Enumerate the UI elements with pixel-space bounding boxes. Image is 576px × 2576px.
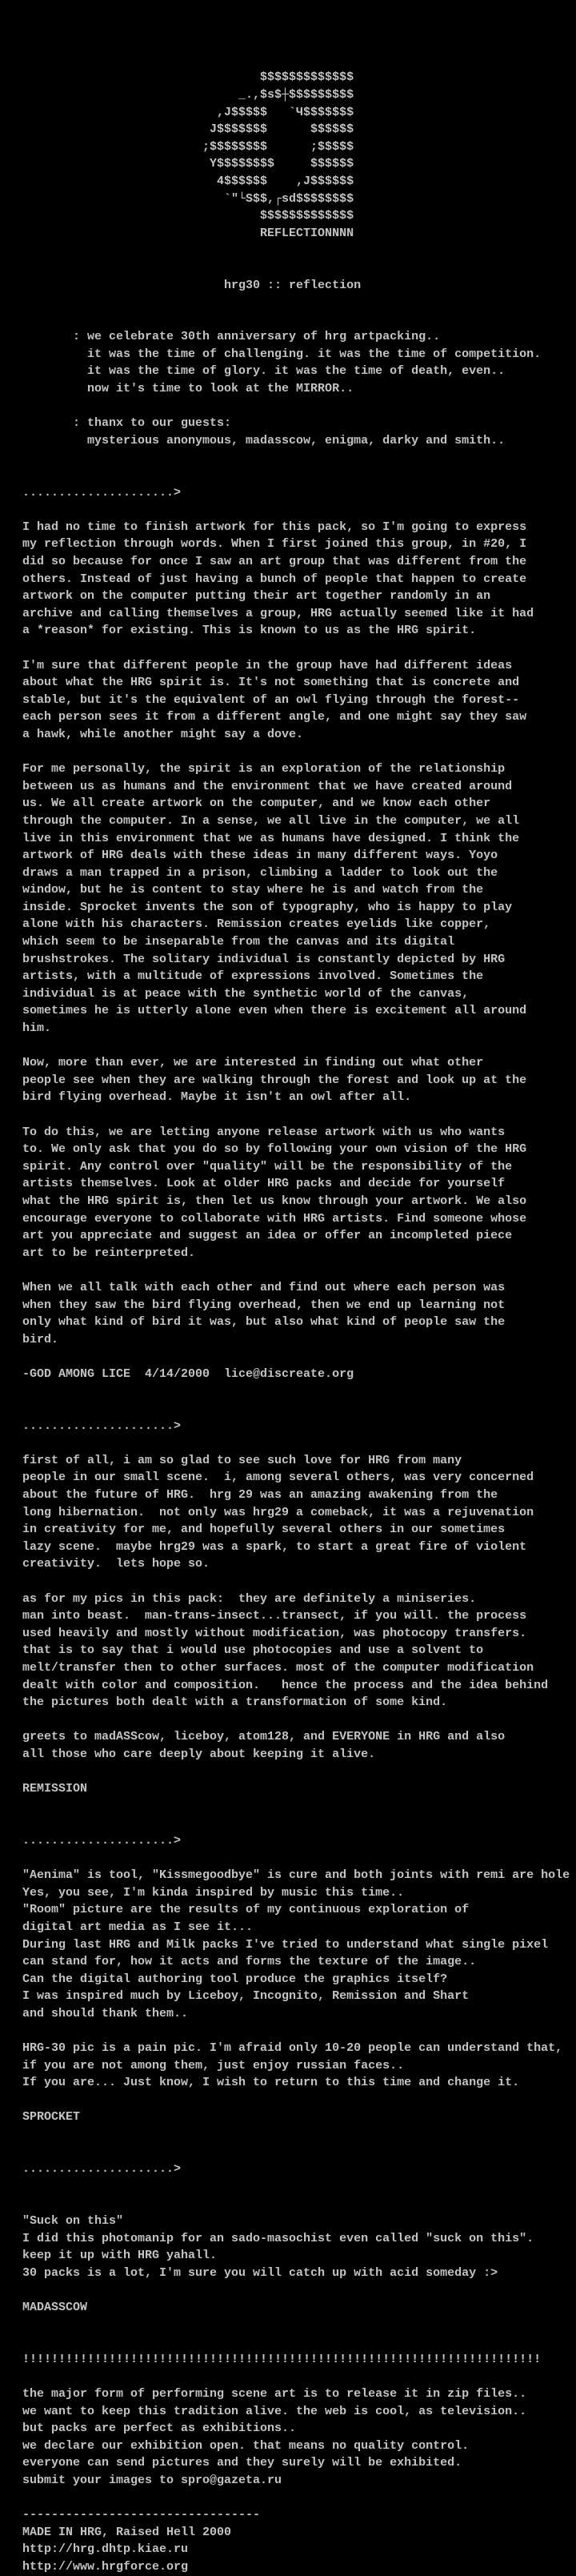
sprocket-essay-line: HRG-30 pic is a pain pic. I'm afraid only 10-20 people can understand that,: [22, 2041, 563, 2056]
blank-line: [22, 2281, 570, 2299]
blank-line: [22, 1348, 570, 1366]
blank-line: [22, 449, 570, 467]
blank-line: [22, 259, 570, 277]
lice-essay-line: to. We only ask that you do so by following your own vision of the HRG: [22, 1142, 527, 1157]
blank-line: [22, 2144, 570, 2161]
sprocket-essay-line: "Aenima" is tool, "Kissmegoodbye" is cure and both joints with remi are hole: [22, 1868, 570, 1883]
spacer: [22, 1850, 570, 1868]
lice-essay-line: artwork on the computer putting their art together randomly in an: [22, 589, 491, 604]
lice-essay: [22, 519, 570, 1349]
lice-essay-line: When we all talk with each other and find out where each person was: [22, 1280, 506, 1294]
blank-line: [22, 2178, 570, 2196]
ascii-art-line: ;$$$$$$$$ ;$$$$$: [22, 139, 354, 154]
lice-essay-line: bird.: [22, 1332, 59, 1346]
remission-essay-line: man into beast. man-trans-insect...transect, if you will. the process: [22, 1609, 527, 1623]
lice-essay-line: sometimes he is utterly alone even when there is excitement all around: [22, 1004, 527, 1018]
blank-line: [22, 1383, 570, 1401]
remission-essay-line: the pictures both dealt with a transformation of some kind.: [22, 1695, 448, 1710]
lice-essay-line: alone with his characters. Remission creates eyelids like copper,: [22, 917, 491, 932]
blank-line: [22, 398, 570, 415]
lice-essay-line: through the computer. In a sense, we all live in the computer, we all: [22, 813, 520, 828]
remission-signature: [22, 1780, 570, 1798]
intro-notes-line: mysterious anonymous, madasscow, enigma, darky and smith..: [22, 433, 506, 447]
lice-essay-line: artwork of HRG deals with these ideas in many different ways. Yoyo: [22, 849, 498, 863]
lice-essay-line: him.: [22, 1021, 52, 1036]
remission-essay: [22, 1452, 570, 1763]
footer-manifesto-line: we want to keep this tradition alive. the web is cool, as television..: [22, 2404, 527, 2418]
lice-essay-line: between us as humans and the environment that we have created around: [22, 779, 513, 793]
blank-line: [22, 1711, 570, 1729]
footer-manifesto-line: submit your images to spro@gazeta.ru: [22, 2473, 282, 2487]
lice-essay-line: each person sees it from a different angle, and one might say they saw: [22, 710, 527, 724]
lice-essay-line: only what kind of bird it was, but also what kind of people saw the: [22, 1315, 506, 1330]
lice-essay-line: artists themselves. Look at older HRG packs and decide for yourself: [22, 1177, 506, 1191]
ascii-art-line: `"└S$$,┌sd$$$$$$$$: [22, 191, 354, 206]
remission-essay-line: used heavily and mostly without modification, was photocopy transfers.: [22, 1626, 527, 1640]
separator-line: .....................>: [22, 485, 182, 500]
lice-essay-line: window, but he is content to stay where he is and watch from the: [22, 883, 484, 897]
lice-essay-line: artists, with a multitude of expressions involved. Sometimes the: [22, 969, 484, 984]
separator-line: .....................>: [22, 2162, 182, 2177]
blank-line: [22, 1850, 570, 1868]
lice-signature-line: -GOD AMONG LICE 4/14/2000 lice@discreate.org: [22, 1366, 354, 1381]
lice-essay-line: art you appreciate and suggest an idea or offer an incompleted piece: [22, 1229, 513, 1243]
blank-line: [22, 34, 570, 52]
remission-essay-line: greets to madASScow, liceboy, atom128, and EVERYONE in HRG and also: [22, 1730, 506, 1744]
blank-line: [22, 1573, 570, 1591]
madasscow-essay-line: "Suck on this": [22, 2214, 124, 2228]
lice-essay-line: a hawk, while another might say a dove.: [22, 727, 304, 741]
blank-line: [22, 2368, 570, 2385]
ascii-art-line: 4$$$$$$ ,J$$$$$$: [22, 174, 354, 188]
footer-credits-line: http://www.hrgforce.org: [22, 2559, 189, 2574]
art-caption: [22, 225, 570, 243]
sprocket-essay-line: digital art media as I see it...: [22, 1920, 254, 1934]
remission-essay-line: creativity. lets hope so.: [22, 1557, 210, 1571]
ascii-art-line: Y$$$$$$$$ $$$$$$: [22, 157, 354, 171]
art-caption-line: REFLECTIONNNN: [22, 226, 354, 240]
blank-line: [22, 2333, 570, 2351]
blank-line: [22, 1037, 570, 1055]
footer-manifesto-line: we declare our exhibition open. that means no quality control.: [22, 2438, 470, 2453]
intro-notes-line: it was the time of glory. it was the time of death, even..: [22, 364, 506, 379]
intro-notes-line: : we celebrate 30th anniversary of hrg artpacking..: [22, 330, 441, 344]
separator: [22, 484, 570, 502]
blank-line: [22, 2092, 570, 2109]
lice-essay-line: individual is at peace with the synthetic world of the canvas,: [22, 986, 470, 1001]
ascii-art: [22, 69, 570, 224]
blank-line: [22, 467, 570, 484]
footer-credits-line: ---------------------------------: [22, 2508, 261, 2522]
footer-manifesto-line: the major form of performing scene art is to release it in zip files..: [22, 2386, 527, 2401]
exclamation-divider: [22, 2351, 570, 2369]
blank-line: [22, 1798, 570, 1816]
madasscow-essay-line: keep it up with HRG yahall.: [22, 2249, 218, 2263]
blank-line: [22, 2317, 570, 2334]
lice-essay-line: I had no time to finish artwork for this pack, so I'm going to express: [22, 520, 527, 534]
lice-essay-line: a *reason* for existing. This is known to us as the HRG spirit.: [22, 624, 477, 638]
remission-essay-line: as for my pics in this pack: they are definitely a miniseries.: [22, 1591, 477, 1606]
sprocket-signature: [22, 2109, 570, 2126]
separator: [22, 2161, 570, 2178]
ascii-art-line: J$$$$$$$ $$$$$$: [22, 122, 354, 137]
blank-line: [22, 1262, 570, 1279]
spacer: [22, 294, 570, 328]
lice-essay-line: about what the HRG spirit is. It's not something that is concrete and: [22, 676, 520, 690]
separator: [22, 1832, 570, 1850]
intro-notes-line: : thanx to our guests:: [22, 416, 232, 431]
blank-line: [22, 1400, 570, 1418]
remission-signature-line: REMISSION: [22, 1782, 88, 1796]
footer-credits: [22, 2506, 570, 2575]
remission-essay-line: lazy scene. maybe hrg29 was a spark, to start a great fire of violent: [22, 1539, 527, 1554]
blank-line: [22, 18, 570, 35]
madasscow-essay-line: I did this photomanip for an sado-masochist even called "suck on this".: [22, 2231, 534, 2245]
lice-essay-line: when they saw the bird flying overhead, then we end up learning not: [22, 1298, 506, 1312]
spacer: [22, 242, 570, 276]
sprocket-essay-line: I was inspired much by Liceboy, Incognito, Remission and Shart: [22, 1989, 470, 2004]
nfo-text: [22, 0, 570, 2575]
remission-essay-line: all those who care deeply about keeping it alive.: [22, 1747, 376, 1761]
spacer: [22, 1383, 570, 1418]
spacer: [22, 2126, 570, 2161]
lice-essay-line: art to be reinterpreted.: [22, 1246, 196, 1260]
sprocket-essay: [22, 1867, 570, 2092]
blank-line: [22, 294, 570, 311]
blank-line: [22, 2022, 570, 2040]
lice-essay-line: brushstrokes. The solitary individual is constantly depicted by HRG: [22, 952, 506, 966]
sprocket-signature-line: SPROCKET: [22, 2110, 81, 2125]
intro-notes-line: it was the time of challenging. it was the time of competition.: [22, 347, 542, 361]
lice-essay-line: stable, but it's the equivalent of an owl flying through the forest--: [22, 692, 520, 707]
blank-line: [22, 52, 570, 70]
lice-essay-line: For me personally, the spirit is an exploration of the relationship: [22, 762, 506, 776]
ascii-art-line: _.,$s$┼$$$$$$$$$: [22, 87, 354, 102]
madasscow-essay: [22, 2213, 570, 2281]
lice-essay-line: inside. Sprocket invents the son of typography, who is happy to play: [22, 900, 513, 914]
ascii-art-line: $$$$$$$$$$$$$: [22, 70, 354, 85]
lice-essay-line: I'm sure that different people in the group have had different ideas: [22, 658, 513, 672]
ascii-art-line: ,J$$$$$ `Ч$$$$$$$: [22, 105, 354, 119]
lice-essay-line: bird flying overhead. Maybe it isn't an owl after all.: [22, 1090, 412, 1105]
lice-essay-line: To do this, we are letting anyone release artwork with us who wants: [22, 1125, 506, 1139]
remission-essay-line: in creativity for me, and hopefully several others in our sometimes: [22, 1523, 506, 1537]
blank-line: [22, 242, 570, 259]
footer-manifesto: [22, 2385, 570, 2490]
lice-essay-line: my reflection through words. When I first joined this group, in #20, I: [22, 537, 527, 552]
footer-credits-line: http://hrg.dhtp.kiae.ru: [22, 2542, 189, 2557]
lice-essay-line: draws a man trapped in a prison, climbing a ladder to look out the: [22, 865, 498, 880]
top-margin: [22, 0, 570, 69]
blank-line: [22, 311, 570, 329]
separator: [22, 1418, 570, 1435]
ascii-art-line: $$$$$$$$$$$$$: [22, 209, 354, 223]
intro-notes: [22, 328, 570, 449]
blank-line: [22, 640, 570, 657]
lice-signature: [22, 1366, 570, 1383]
sprocket-essay-line: if you are not among them, just enjoy russian faces..: [22, 2058, 405, 2072]
blank-line: [22, 1815, 570, 1832]
lice-essay-line: archive and calling themselves a group, HRG actually seemed like it had: [22, 606, 534, 620]
lice-essay-line: what the HRG spirit is, then let us know through your artwork. We also: [22, 1194, 527, 1208]
lice-essay-line: encourage everyone to collaborate with HRG artists. Find someone whose: [22, 1211, 527, 1226]
sprocket-essay-line: "Room" picture are the results of my continuous exploration of: [22, 1903, 470, 1917]
lice-essay-line: which seem to be inseparable from the canvas and its digital: [22, 935, 455, 949]
sprocket-essay-line: Can the digital authoring tool produce the graphics itself?: [22, 1972, 448, 1986]
blank-line: [22, 2126, 570, 2144]
madasscow-signature-line: MADASSCOW: [22, 2300, 88, 2314]
spacer: [22, 2178, 570, 2213]
spacer: [22, 1348, 570, 1366]
spacer: [22, 2281, 570, 2299]
remission-essay-line: that is to say that i would use photocopies and use a solvent to: [22, 1643, 484, 1658]
remission-essay-line: melt/transfer then to other surfaces. most of the computer modification: [22, 1661, 534, 1675]
spacer: [22, 2317, 570, 2351]
blank-line: [22, 1763, 570, 1781]
spacer: [22, 1763, 570, 1781]
sprocket-essay-line: If you are... Just know, I wish to return to this time and change it.: [22, 2076, 520, 2090]
blank-line: [22, 1106, 570, 1124]
remission-essay-line: about the future of HRG. hrg 29 was an amazing awakening from the: [22, 1488, 498, 1503]
pack-title-line: hrg30 :: reflection: [22, 278, 362, 292]
remission-essay-line: first of all, i am so glad to see such love for HRG from many: [22, 1453, 462, 1467]
lice-essay-line: Now, more than ever, we are interested in finding out what other: [22, 1056, 484, 1070]
spacer: [22, 1798, 570, 1832]
lice-essay-line: spirit. Any control over "quality" will be the responsibility of the: [22, 1159, 513, 1174]
footer-credits-line: MADE IN HRG, Raised Hell 2000: [22, 2525, 232, 2539]
intro-notes-line: now it's time to look at the MIRROR..: [22, 382, 354, 396]
sprocket-essay-line: and should thank them..: [22, 2006, 189, 2020]
blank-line: [22, 1434, 570, 1452]
remission-essay-line: long hibernation. not only was hrg29 a comeback, it was a rejuvenation: [22, 1505, 534, 1519]
separator-line: .....................>: [22, 1833, 182, 1848]
lice-essay-line: did so because for once I saw an art group that was different from the: [22, 555, 527, 568]
spacer: [22, 1434, 570, 1452]
spacer: [22, 2490, 570, 2507]
sprocket-essay-line: Yes, you see, I'm kinda inspired by music this time..: [22, 1885, 405, 1900]
blank-line: [22, 2195, 570, 2213]
remission-essay-line: people in our small scene. i, among several others, was very concerned: [22, 1471, 534, 1485]
footer-manifesto-line: but packs are perfect as exhibitions..: [22, 2422, 297, 2436]
spacer: [22, 449, 570, 484]
lice-essay-line: people see when they are walking through the forest and look up at the: [22, 1073, 527, 1087]
blank-line: [22, 744, 570, 761]
remission-essay-line: dealt with color and composition. hence the process and the idea behind: [22, 1678, 549, 1692]
blank-line: [22, 0, 570, 18]
spacer: [22, 501, 570, 519]
madasscow-signature: [22, 2299, 570, 2317]
lice-essay-line: others. Instead of just having a bunch of people that happen to create: [22, 572, 527, 586]
pack-title: [22, 277, 570, 295]
footer-manifesto-line: everyone can send pictures and they surely will be exhibited.: [22, 2456, 462, 2470]
blank-line: [22, 2490, 570, 2507]
spacer: [22, 2092, 570, 2109]
lice-essay-line: live in this environment that we as humans have designed. I think the: [22, 831, 520, 845]
spacer: [22, 2368, 570, 2385]
sprocket-essay-line: can stand for, how it acts and forms the texture of the image..: [22, 1955, 477, 1969]
lice-essay-line: us. We all create artwork on the computer, and we know each other: [22, 796, 491, 811]
sprocket-essay-line: During last HRG and Milk packs I've tried to understand what single pixel: [22, 1937, 549, 1952]
separator-line: .....................>: [22, 1418, 182, 1433]
blank-line: [22, 501, 570, 519]
madasscow-essay-line: 30 packs is a lot, I'm sure you will catch up with acid someday :>: [22, 2265, 498, 2280]
exclamation-divider-line: !!!!!!!!!!!!!!!!!!!!!!!!!!!!!!!!!!!!!!!!!!!!!!!!!!!!!!!!!!!!!!!!!!!!!!!!: [22, 2352, 542, 2366]
